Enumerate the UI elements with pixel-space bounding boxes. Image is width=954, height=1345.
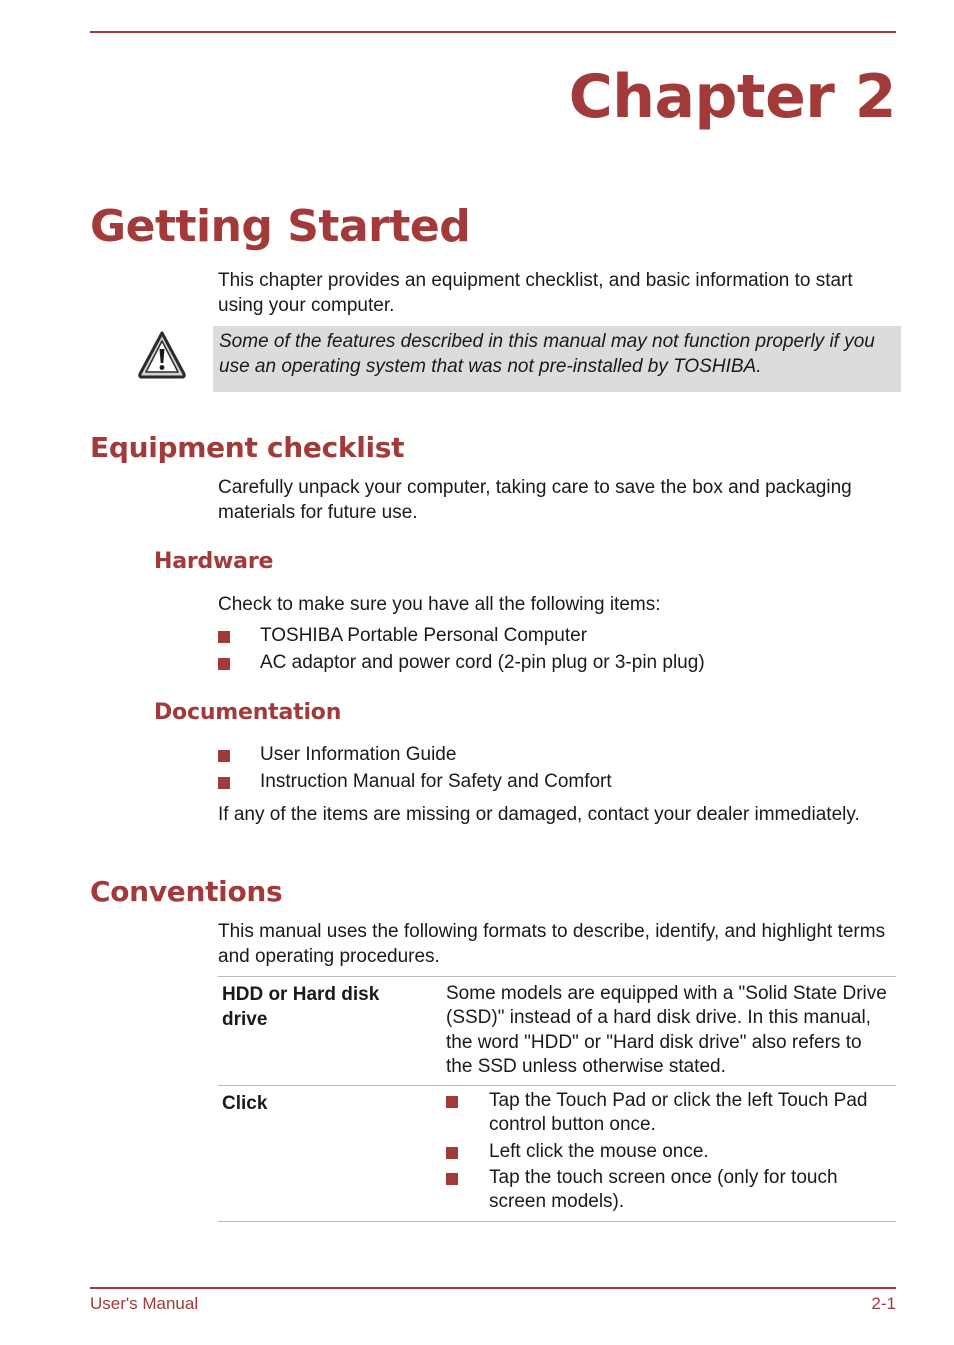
footer-manual-title: User's Manual xyxy=(90,1294,199,1313)
table-row xyxy=(218,1085,896,1222)
warning-triangle-icon xyxy=(137,330,187,380)
bullet-square-icon xyxy=(446,1173,458,1185)
intro-paragraph: This chapter provides an equipment checklist, and basic information to start using your computer. xyxy=(218,270,853,316)
footer-page-number: 2-1 xyxy=(871,1294,896,1313)
description-cell: Some models are equipped with a "Solid State Drive (SSD)" instead of a hard disk drive. In this manual, the word "HDD" or "Hard disk drive" also refers to the SSD unless otherwise stated. xyxy=(446,983,887,1077)
bullet-square-icon xyxy=(218,750,230,762)
list-item: AC adaptor and power cord (2-pin plug or 3-pin plug) xyxy=(218,650,705,677)
equipment-paragraph: Carefully unpack your computer, taking care to save the box and packaging materials for future use. xyxy=(218,477,852,523)
bottom-rule xyxy=(90,1287,896,1289)
term-cell: Click xyxy=(222,1093,268,1114)
documentation-note: If any of the items are missing or damaged, contact your dealer immediately. xyxy=(218,804,860,825)
description-cell xyxy=(446,1089,892,1216)
list-item: Tap the Touch Pad or click the left Touch Pad control button once. xyxy=(446,1089,892,1138)
conventions-paragraph: This manual uses the following formats to describe, identify, and highlight terms and operating procedures. xyxy=(218,921,886,967)
bullet-square-icon xyxy=(446,1147,458,1159)
conventions-table xyxy=(218,976,896,1222)
bullet-square-icon xyxy=(218,631,230,643)
list-item: User Information Guide xyxy=(218,742,612,769)
table-row xyxy=(218,976,896,1085)
subheading-documentation: Documentation xyxy=(154,700,342,725)
note-text: Some of the features described in this manual may not function properly if you use an operating system that was not pre-installed by TOSHIBA. xyxy=(219,331,875,377)
page-title: Getting Started xyxy=(90,201,471,252)
subheading-hardware: Hardware xyxy=(154,549,274,574)
documentation-list xyxy=(218,742,612,796)
list-item: Tap the touch screen once (only for touch screen models). xyxy=(446,1166,892,1215)
hardware-paragraph: Check to make sure you have all the following items: xyxy=(218,594,661,615)
bullet-square-icon xyxy=(218,658,230,670)
list-item: Instruction Manual for Safety and Comfort xyxy=(218,769,612,796)
hardware-list xyxy=(218,623,705,677)
list-item: Left click the mouse once. xyxy=(446,1140,892,1164)
bullet-square-icon xyxy=(446,1096,458,1108)
note-box xyxy=(213,326,901,392)
top-rule xyxy=(90,31,896,33)
chapter-number: Chapter 2 xyxy=(568,62,896,132)
section-heading-equipment-checklist: Equipment checklist xyxy=(90,431,405,464)
section-heading-conventions: Conventions xyxy=(90,875,283,908)
bullet-square-icon xyxy=(218,777,230,789)
term-cell: HDD or Hard disk drive xyxy=(222,984,380,1030)
list-item: TOSHIBA Portable Personal Computer xyxy=(218,623,705,650)
